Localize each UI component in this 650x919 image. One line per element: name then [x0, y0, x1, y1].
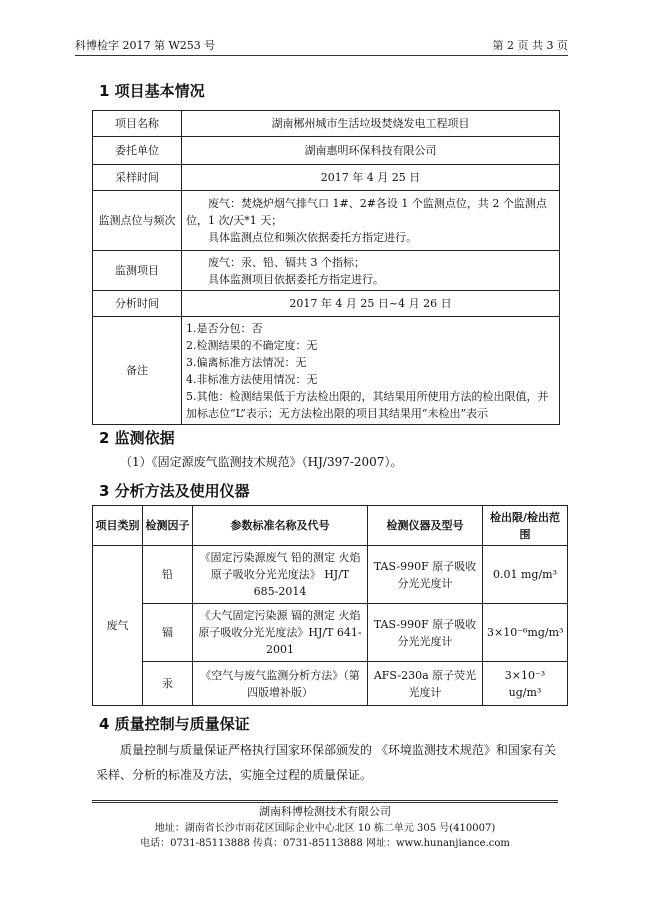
- analysis-time-value: 2017 年 4 月 25 日~4 月 26 日: [182, 291, 560, 317]
- table-row: [93, 546, 568, 604]
- sampling-time-label: 采样时间: [93, 165, 182, 191]
- project-info-table: [92, 110, 560, 425]
- table-row: [93, 662, 568, 706]
- table-row: [93, 251, 560, 291]
- section4-text: 质量控制与质量保证严格执行国家环保部颁发的 《环境监测技术规范》和国家有关采样、分析的标准及方法，实施全过程的质量保证。: [96, 743, 556, 782]
- remark-item: 1.是否分包：否: [186, 321, 263, 335]
- table-row: [93, 604, 568, 662]
- instrument-cell: AFS-230a 原子荧光光度计: [368, 662, 483, 706]
- sampling-time-value: 2017 年 4 月 25 日: [182, 165, 560, 191]
- factor-cell: 镉: [143, 604, 193, 662]
- remark-item: 4.非标准方法使用情况：无: [186, 372, 318, 386]
- footer-divider: [92, 800, 558, 803]
- monitoring-points-label: 监测点位与频次: [93, 191, 182, 251]
- footer-company: 湖南科博检测技术有限公司: [259, 805, 391, 818]
- analysis-time-label: 分析时间: [93, 291, 182, 317]
- standard-cell: 《大气固定污染源 镉的测定 火焰原子吸收分光光度法》HJ/T 641-2001: [193, 604, 368, 662]
- remarks-label: 备注: [93, 317, 182, 425]
- table-row: [93, 111, 560, 137]
- header-factor: 检测因子: [143, 506, 193, 546]
- footer-address: 地址：湖南省长沙市雨花区国际企业中心北区 10 栋二单元 305 号(410007): [154, 823, 496, 834]
- items-line-1: 废气：汞、铅、镉共 3 个指标；: [208, 255, 365, 269]
- header-standard: 参数标准名称及代号: [193, 506, 368, 546]
- table-header-row: [93, 506, 568, 546]
- instrument-cell: TAS-990F 原子吸收分光光度计: [368, 546, 483, 604]
- category-cell: 废气: [93, 546, 143, 706]
- factor-cell: 汞: [143, 662, 193, 706]
- project-name-label: 项目名称: [93, 111, 182, 137]
- limit-cell: 3×10⁻³ ug/m³: [483, 662, 568, 706]
- footer-contact: 电话：0731-85113888 传真：0731-85113888 网址：www.hunanjiance.com: [140, 838, 510, 849]
- header-limit: 检出限/检出范围: [483, 506, 568, 546]
- points-line-2: 具体监测点位和频次依据委托方指定进行。: [208, 231, 417, 244]
- remark-item: 5.其他：检测结果低于方法检出限的，其结果用所使用方法的检出限值，并加标志位“L”表示；无方法检出限的项目其结果用“未检出”表示: [186, 389, 549, 420]
- header-instrument: 检测仪器及型号: [368, 506, 483, 546]
- table-row: [93, 291, 560, 317]
- table-row: [93, 317, 560, 425]
- monitoring-points-value: [182, 191, 560, 251]
- project-name-value: 湖南郴州城市生活垃圾焚烧发电工程项目: [182, 111, 560, 137]
- section4-title: 4 质量控制与质量保证: [99, 715, 250, 733]
- factor-cell: 铅: [143, 546, 193, 604]
- section2-title: 2 监测依据: [99, 429, 175, 447]
- remarks-value: [182, 317, 560, 425]
- limit-cell: 0.01 mg/m³: [483, 546, 568, 604]
- monitoring-items-label: 监测项目: [93, 251, 182, 291]
- items-line-2: 具体监测项目依据委托方指定进行。: [208, 272, 384, 286]
- report-number: 科博检字 2017 第 W253 号: [75, 39, 216, 52]
- section1-title: 1 项目基本情况: [99, 82, 205, 100]
- limit-cell: 3×10⁻⁶mg/m³: [483, 604, 568, 662]
- methods-table: [92, 505, 568, 706]
- monitoring-items-value: [182, 251, 560, 291]
- client-label: 委托单位: [93, 137, 182, 165]
- page-header: [75, 37, 568, 56]
- remark-item: 2.检测结果的不确定度：无: [186, 338, 318, 352]
- table-row: [93, 137, 560, 165]
- page-info: 第 2 页 共 3 页: [492, 39, 568, 52]
- standard-cell: 《固定污染源废气 铅的测定 火焰原子吸收分光光度法》 HJ/T 685-2014: [193, 546, 368, 604]
- table-row: [93, 165, 560, 191]
- points-line-1: 废气：焚烧炉烟气排气口 1#、2#各设 1 个监测点位，共 2 个监测点位，1 次/天*1 天；: [186, 197, 547, 227]
- standard-cell: 《空气与废气监测分析方法》（第四版增补版）: [193, 662, 368, 706]
- section3-title: 3 分析方法及使用仪器: [99, 482, 250, 500]
- remark-item: 3.偏离标准方法情况：无: [186, 355, 307, 369]
- table-row: [93, 191, 560, 251]
- section2-text: （1）《固定源废气监测技术规范》（HJ/397-2007）。: [120, 455, 403, 469]
- header-category: 项目类别: [93, 506, 143, 546]
- instrument-cell: TAS-990F 原子吸收分光光度计: [368, 604, 483, 662]
- client-value: 湖南惠明环保科技有限公司: [182, 137, 560, 165]
